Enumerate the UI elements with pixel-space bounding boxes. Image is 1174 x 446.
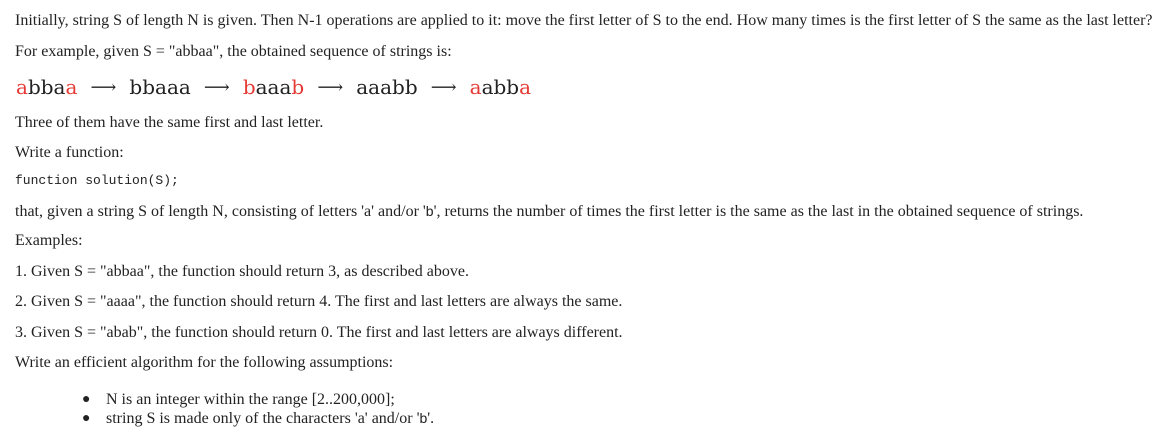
arrow-icon: ⟶ xyxy=(317,77,344,98)
last-letter: a xyxy=(178,75,191,99)
description-mono-b: b xyxy=(425,203,434,219)
last-letter: b xyxy=(291,75,305,99)
assumption-mono-b: b xyxy=(419,410,428,426)
last-letter: a xyxy=(519,75,532,99)
write-function-text: Write a function: xyxy=(15,144,124,161)
sequence-string xyxy=(16,74,77,100)
example-item: 1. Given S = "abbaa", the function should return 3, as described above. xyxy=(15,263,469,280)
sequence-string xyxy=(129,74,190,100)
example-item: 3. Given S = "abab", the function should return 0. The first and last letters are always different. xyxy=(15,324,623,341)
bullet-icon: ● xyxy=(82,411,91,426)
middle-letters: aaa xyxy=(255,75,292,99)
assumptions-list xyxy=(82,390,434,428)
description-part1: that, given a string S of length N, consisting of letters 'a' and/or ' xyxy=(15,203,426,220)
first-letter: b xyxy=(129,75,143,99)
assumption-text-pre: string S is made only of the characters 'a' and/or ' xyxy=(106,410,420,427)
middle-letters: baa xyxy=(142,75,179,99)
efficient-text: Write an efficient algorithm for the following assumptions: xyxy=(15,354,394,371)
first-letter: a xyxy=(356,75,369,99)
arrow-icon: ⟶ xyxy=(430,77,457,98)
first-letter: a xyxy=(469,75,482,99)
middle-letters: aab xyxy=(368,75,405,99)
last-letter: b xyxy=(404,75,418,99)
assumption-text-post: '. xyxy=(427,410,435,427)
description-part2: ', returns the number of times the first letter is the same as the last in the obtained sequence of strings. xyxy=(433,203,1084,220)
rotation-sequence xyxy=(16,74,531,102)
middle-letters: bba xyxy=(27,75,66,99)
arrow-icon: ⟶ xyxy=(203,77,230,98)
list-item xyxy=(82,409,434,428)
first-letter: a xyxy=(16,75,28,99)
list-item xyxy=(82,390,434,409)
assumption-text: N is an integer within the range [2..200,000]; xyxy=(106,391,395,408)
function-description xyxy=(15,201,1083,222)
examples-heading: Examples: xyxy=(15,232,83,249)
sequence-string xyxy=(356,74,417,100)
bullet-icon: ● xyxy=(82,392,91,407)
example-item: 2. Given S = "aaaa", the function should return 4. The first and last letters are always the same. xyxy=(15,293,623,310)
arrow-icon: ⟶ xyxy=(90,77,117,98)
example-intro: For example, given S = "abbaa", the obtained sequence of strings is: xyxy=(15,43,452,60)
sequence-string xyxy=(470,74,531,100)
sequence-string xyxy=(243,74,304,100)
middle-letters: abb xyxy=(481,75,520,99)
three-same-text: Three of them have the same first and last letter. xyxy=(15,114,324,131)
intro-paragraph: Initially, string S of length N is given. Then N-1 operations are applied to it: move the first letter of S to the end. How many times is the first letter of S the same as the last letter? xyxy=(15,12,1153,29)
last-letter: a xyxy=(65,75,78,99)
function-signature: function solution(S); xyxy=(15,173,179,188)
first-letter: b xyxy=(242,75,256,99)
